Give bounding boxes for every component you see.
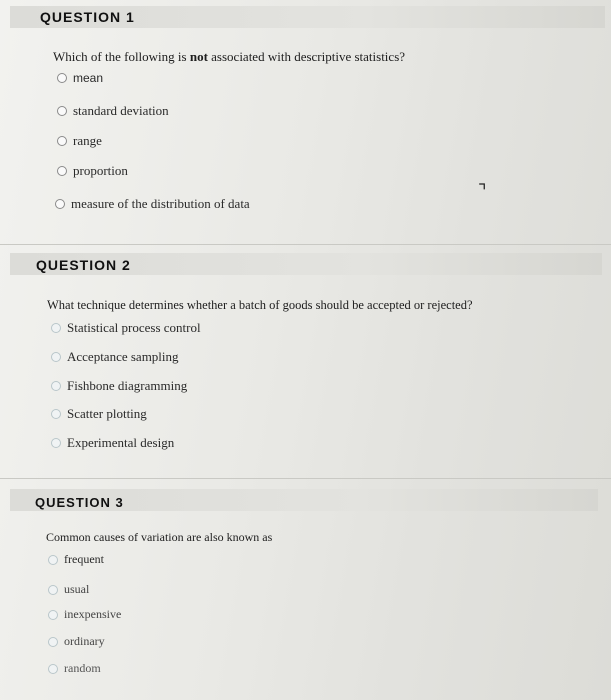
option-label: measure of the distribution of data	[71, 196, 250, 211]
question-2-prompt: What technique determines whether a batch of goods should be accepted or rejected?	[47, 298, 473, 312]
q1-option-measure-distribution[interactable]	[55, 196, 250, 212]
q3-option-random[interactable]	[48, 661, 101, 676]
q3-option-frequent[interactable]	[48, 552, 104, 567]
q3-option-usual[interactable]	[48, 582, 89, 597]
q2-option-acceptance-sampling[interactable]	[51, 349, 179, 365]
option-label: Statistical process control	[67, 320, 201, 335]
question-1-header: QUESTION 1	[40, 9, 135, 25]
q2-option-statistical-process-control[interactable]	[51, 320, 201, 336]
radio-button[interactable]	[51, 352, 61, 362]
q2-option-fishbone-diagramming[interactable]	[51, 378, 187, 394]
section-divider	[0, 244, 611, 245]
q1-option-proportion[interactable]	[57, 163, 128, 179]
radio-button[interactable]	[51, 438, 61, 448]
question-3-header: QUESTION 3	[35, 495, 124, 510]
q1-option-mean[interactable]	[57, 71, 103, 85]
option-label: mean	[73, 71, 104, 85]
section-divider	[0, 478, 611, 479]
radio-button[interactable]	[57, 106, 67, 116]
mouse-cursor-icon: ⌝	[478, 181, 487, 201]
option-label: Acceptance sampling	[67, 349, 179, 364]
radio-button[interactable]	[57, 166, 67, 176]
option-label: random	[64, 661, 101, 675]
option-label: ordinary	[64, 634, 105, 648]
q1-option-standard-deviation[interactable]	[57, 103, 169, 119]
option-label: proportion	[73, 163, 128, 178]
radio-button[interactable]	[48, 555, 58, 565]
option-label: Scatter plotting	[67, 406, 147, 421]
radio-button[interactable]	[48, 637, 58, 647]
radio-button[interactable]	[51, 409, 61, 419]
q2-option-scatter-plotting[interactable]	[51, 406, 147, 422]
radio-button[interactable]	[48, 610, 58, 620]
q2-option-experimental-design[interactable]	[51, 435, 174, 451]
radio-button[interactable]	[55, 199, 65, 209]
option-label: usual	[64, 582, 90, 596]
option-label: range	[73, 133, 102, 148]
option-label: Fishbone diagramming	[67, 378, 188, 393]
option-label: frequent	[64, 552, 104, 566]
q3-option-ordinary[interactable]	[48, 634, 105, 649]
question-1-prompt: Which of the following is not associated with descriptive statistics?	[53, 49, 406, 64]
radio-button[interactable]	[51, 323, 61, 333]
radio-button[interactable]	[57, 73, 67, 83]
option-label: Experimental design	[67, 435, 175, 450]
radio-button[interactable]	[57, 136, 67, 146]
question-2-header: QUESTION 2	[36, 257, 131, 273]
radio-button[interactable]	[51, 381, 61, 391]
question-3-prompt: Common causes of variation are also known as	[46, 530, 273, 544]
q3-option-inexpensive[interactable]	[48, 607, 121, 622]
q1-option-range[interactable]	[57, 133, 102, 149]
option-label: inexpensive	[64, 607, 122, 621]
option-label: standard deviation	[73, 103, 169, 118]
radio-button[interactable]	[48, 664, 58, 674]
radio-button[interactable]	[48, 585, 58, 595]
